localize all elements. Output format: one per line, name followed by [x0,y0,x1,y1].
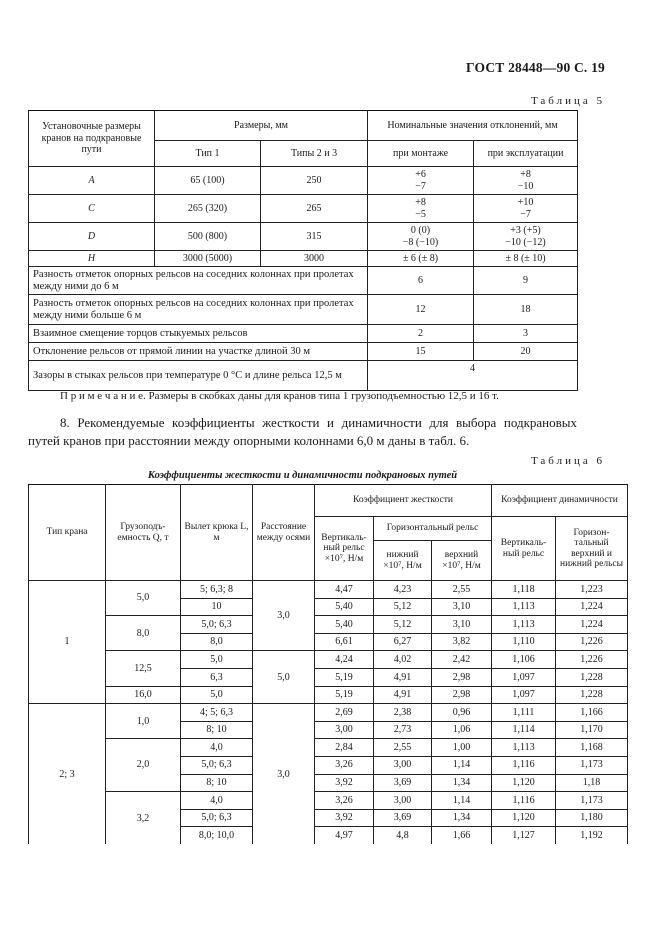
t6-cell: 1,224 [556,598,628,616]
t6-cell: 4,0 [181,739,253,757]
table6-title: Коэффициенты жесткости и динамичности подкрановых путей [147,470,458,481]
t6-cell: 1,173 [556,792,628,810]
t5-cell: +6 −7 [368,167,474,195]
t5-text-row [29,295,578,325]
t5-text-row [29,343,578,361]
t6-cell: 5,0; 6,3 [181,756,253,774]
t6-head-spacing: Расстояние между осями [253,485,315,581]
t6-cell: 1,113 [492,616,556,634]
t6-cell: 1,120 [492,774,556,792]
t6-cell: 1,116 [492,792,556,810]
t6-cell: 2,98 [432,686,492,704]
t5-text-row [29,267,578,295]
t6-cell: 1,226 [556,633,628,651]
t6-cell: 6,3 [181,668,253,686]
t5-cell: Разность отметок опорных рельсов на соседних колоннах при пролетах между ними до 6 м [29,267,368,295]
t6-cell: 1,224 [556,616,628,634]
t6-cell: 5,40 [315,598,374,616]
t6-cell: 10 [181,598,253,616]
t6-cell: 1,097 [492,668,556,686]
t5-row-a [29,167,578,195]
t6-cell: 2,98 [432,668,492,686]
t6-head-dyn-horiz: Горизон-тальный верхний и нижний рельсы [556,517,628,581]
t5-head-type23: Типы 2 и 3 [261,141,368,167]
table5-caption: Таблица 5 [530,95,605,107]
paragraph-8: 8. Рекомендуемые коэффициенты жесткости и динамичности для выбора подкрановых путей кранов при расстоянии между опорными колоннами 6,0 м даны в табл. 6. [28,415,577,448]
t6-cell: 1,34 [432,809,492,827]
t5-head-sizes: Размеры, мм [155,111,368,141]
page-header: ГОСТ 28448—90 С. 19 [466,60,605,75]
t5-text-row [29,361,578,391]
t6-cell: 8; 10 [181,721,253,739]
t6-capacity: 2,0 [106,739,181,792]
t5-cell: Взаимное смещение торцов стыкуемых рельсов [29,325,368,343]
t5-cell: C [29,195,155,223]
t5-cell: 15 [368,343,474,361]
t5-cell: 265 (320) [155,195,261,223]
t6-cell: 3,92 [315,774,374,792]
t6-cell: 1,110 [492,633,556,651]
t6-cell: 3,00 [374,792,432,810]
t6-cell: 5,19 [315,668,374,686]
t5-cell: H [29,251,155,267]
t5-cell: D [29,223,155,251]
t5-cell: +10 −7 [474,195,578,223]
t6-capacity: 16,0 [106,686,181,704]
t6-cell: 5,19 [315,686,374,704]
t6-cell: 3,10 [432,598,492,616]
t6-cell: 3,92 [315,809,374,827]
t6-cell: 3,00 [315,721,374,739]
t5-cell: 265 [261,195,368,223]
t5-cell: 20 [474,343,578,361]
t6-cell: 4,0 [181,792,253,810]
t6-cell: 1,168 [556,739,628,757]
t6-cell: 1,66 [432,827,492,845]
t6-cell: 5,12 [374,616,432,634]
t6-cell: 3,69 [374,774,432,792]
t6-cell: 1,114 [492,721,556,739]
t6-cell: 1,192 [556,827,628,845]
t6-capacity: 8,0 [106,616,181,651]
t6-cell: 1,113 [492,739,556,757]
t5-row-c [29,195,578,223]
t6-cell: 4,97 [315,827,374,845]
t5-cell: 500 (800) [155,223,261,251]
t6-cell: 5,0; 6,3 [181,616,253,634]
t6-cell: 3,69 [374,809,432,827]
t6-cell: 5,40 [315,616,374,634]
t5-cell: ± 8 (± 10) [474,251,578,267]
t5-cell: 12 [368,295,474,325]
t5-cell: A [29,167,155,195]
table6 [28,484,628,844]
t6-crane-type: 1 [29,581,106,704]
t6-crane-type: 2; 3 [29,704,106,845]
t6-cell: 5,0; 6,3 [181,809,253,827]
t6-cell: 2,73 [374,721,432,739]
t6-head-upper: верхний ×10⁷, Н/м [432,541,492,581]
t6-cell: 5,0 [181,651,253,669]
t6-cell: 1,14 [432,792,492,810]
t6-cell: 5; 6,3; 8 [181,581,253,599]
t6-cell: 8; 10 [181,774,253,792]
t6-cell: 8,0 [181,633,253,651]
t6-cell: 2,55 [374,739,432,757]
t6-cell: 3,26 [315,792,374,810]
t6-cell: 1,180 [556,809,628,827]
table5-note: П р и м е ч а н и е. Размеры в скобках даны для кранов типа 1 грузоподъемностью 12,5 и 16 т. [60,390,499,402]
t6-cell: 1,228 [556,668,628,686]
t5-cell: 0 (0) −8 (−10) [368,223,474,251]
t5-cell: ± 6 (± 8) [368,251,474,267]
t6-cell: 1,00 [432,739,492,757]
t6-cell: 2,38 [374,704,432,722]
t5-cell: 2 [368,325,474,343]
t6-capacity: 5,0 [106,581,181,616]
t6-cell: 2,42 [432,651,492,669]
t5-head-type1: Тип 1 [155,141,261,167]
t6-head-lower: нижний ×10⁷, Н/м [374,541,432,581]
t6-cell: 1,14 [432,756,492,774]
t5-cell: +8 −5 [368,195,474,223]
t6-cell: 1,18 [556,774,628,792]
t6-cell: 3,82 [432,633,492,651]
t6-cell: 0,96 [432,704,492,722]
table5 [28,110,578,391]
t6-cell: 2,84 [315,739,374,757]
t5-cell: +8 −10 [474,167,578,195]
t6-capacity: 1,0 [106,704,181,739]
t6-capacity: 12,5 [106,651,181,686]
t6-cell: 1,120 [492,809,556,827]
t6-cell: 6,61 [315,633,374,651]
t5-cell: 6 [368,267,474,295]
t6-cell: 1,118 [492,581,556,599]
t6-cell: 1,173 [556,756,628,774]
t6-cell: 4; 5; 6,3 [181,704,253,722]
t6-head-dyn-vert: Вертикаль-ный рельс [492,517,556,581]
t6-head-vert-rail: Вертикаль-ный рельс ×10⁷, Н/м [315,517,374,581]
t6-capacity: 3,2 [106,792,181,845]
t6-head-reach: Вылет крюка L, м [181,485,253,581]
t6-cell: 4,02 [374,651,432,669]
t6-spacing: 5,0 [253,651,315,704]
t5-cell: Отклонение рельсов от прямой линии на участке длиной 30 м [29,343,368,361]
t5-cell: 3 [474,325,578,343]
t5-text-row [29,325,578,343]
table6-caption: Таблица 6 [530,455,605,467]
t6-cell: 1,113 [492,598,556,616]
t6-spacing: 3,0 [253,581,315,651]
t6-cell: 4,91 [374,686,432,704]
t5-cell: 9 [474,267,578,295]
t6-cell: 3,26 [315,756,374,774]
t6-cell: 1,106 [492,651,556,669]
t6-cell: 3,00 [374,756,432,774]
t5-cell: 250 [261,167,368,195]
t5-row-h [29,251,578,267]
t5-cell: +3 (+5) −10 (−12) [474,223,578,251]
t6-cell: 5,0 [181,686,253,704]
t5-cell: 315 [261,223,368,251]
t5-row-d [29,223,578,251]
t6-head-dynamic: Коэффициент динамичности [492,485,628,517]
t6-cell: 4,91 [374,668,432,686]
t6-cell: 2,69 [315,704,374,722]
t6-head-crane-type: Тип крана [29,485,106,581]
t6-cell: 1,127 [492,827,556,845]
t6-cell: 1,34 [432,774,492,792]
t6-head-capacity: Грузоподъ-емность Q, т [106,485,181,581]
t5-head-col1: Установочные размеры кранов на подкрановые пути [29,111,155,167]
t6-cell: 1,226 [556,651,628,669]
t6-cell: 4,23 [374,581,432,599]
t5-head-service: при эксплуатации [474,141,578,167]
t6-head-horiz-rail: Горизонтальный рельс [374,517,492,541]
t6-cell: 3,10 [432,616,492,634]
t6-cell: 1,097 [492,686,556,704]
t5-head-mount: при монтаже [368,141,474,167]
t6-head-stiffness: Коэффициент жесткости [315,485,492,517]
t6-cell: 1,223 [556,581,628,599]
t6-cell: 6,27 [374,633,432,651]
t5-cell: 3000 [261,251,368,267]
t6-cell: 1,228 [556,686,628,704]
t6-cell: 1,111 [492,704,556,722]
t5-cell: 18 [474,295,578,325]
t5-cell: 65 (100) [155,167,261,195]
t6-cell: 1,06 [432,721,492,739]
t6-cell: 4,47 [315,581,374,599]
t6-cell: 1,166 [556,704,628,722]
t5-cell: Разность отметок опорных рельсов на соседних колоннах при пролетах между ними больше 6 м [29,295,368,325]
t5-cell: 3000 (5000) [155,251,261,267]
t6-cell: 4,24 [315,651,374,669]
t5-cell: 4 [368,361,578,391]
t6-cell: 1,170 [556,721,628,739]
t6-spacing: 3,0 [253,704,315,845]
t6-cell: 1,116 [492,756,556,774]
t5-head-deviations: Номинальные значения отклонений, мм [368,111,578,141]
t6-cell: 4,8 [374,827,432,845]
t6-cell: 5,12 [374,598,432,616]
t6-cell: 8,0; 10,0 [181,827,253,845]
t5-cell: Зазоры в стыках рельсов при температуре 0 °С и длине рельса 12,5 м [29,361,368,391]
t6-cell: 2,55 [432,581,492,599]
